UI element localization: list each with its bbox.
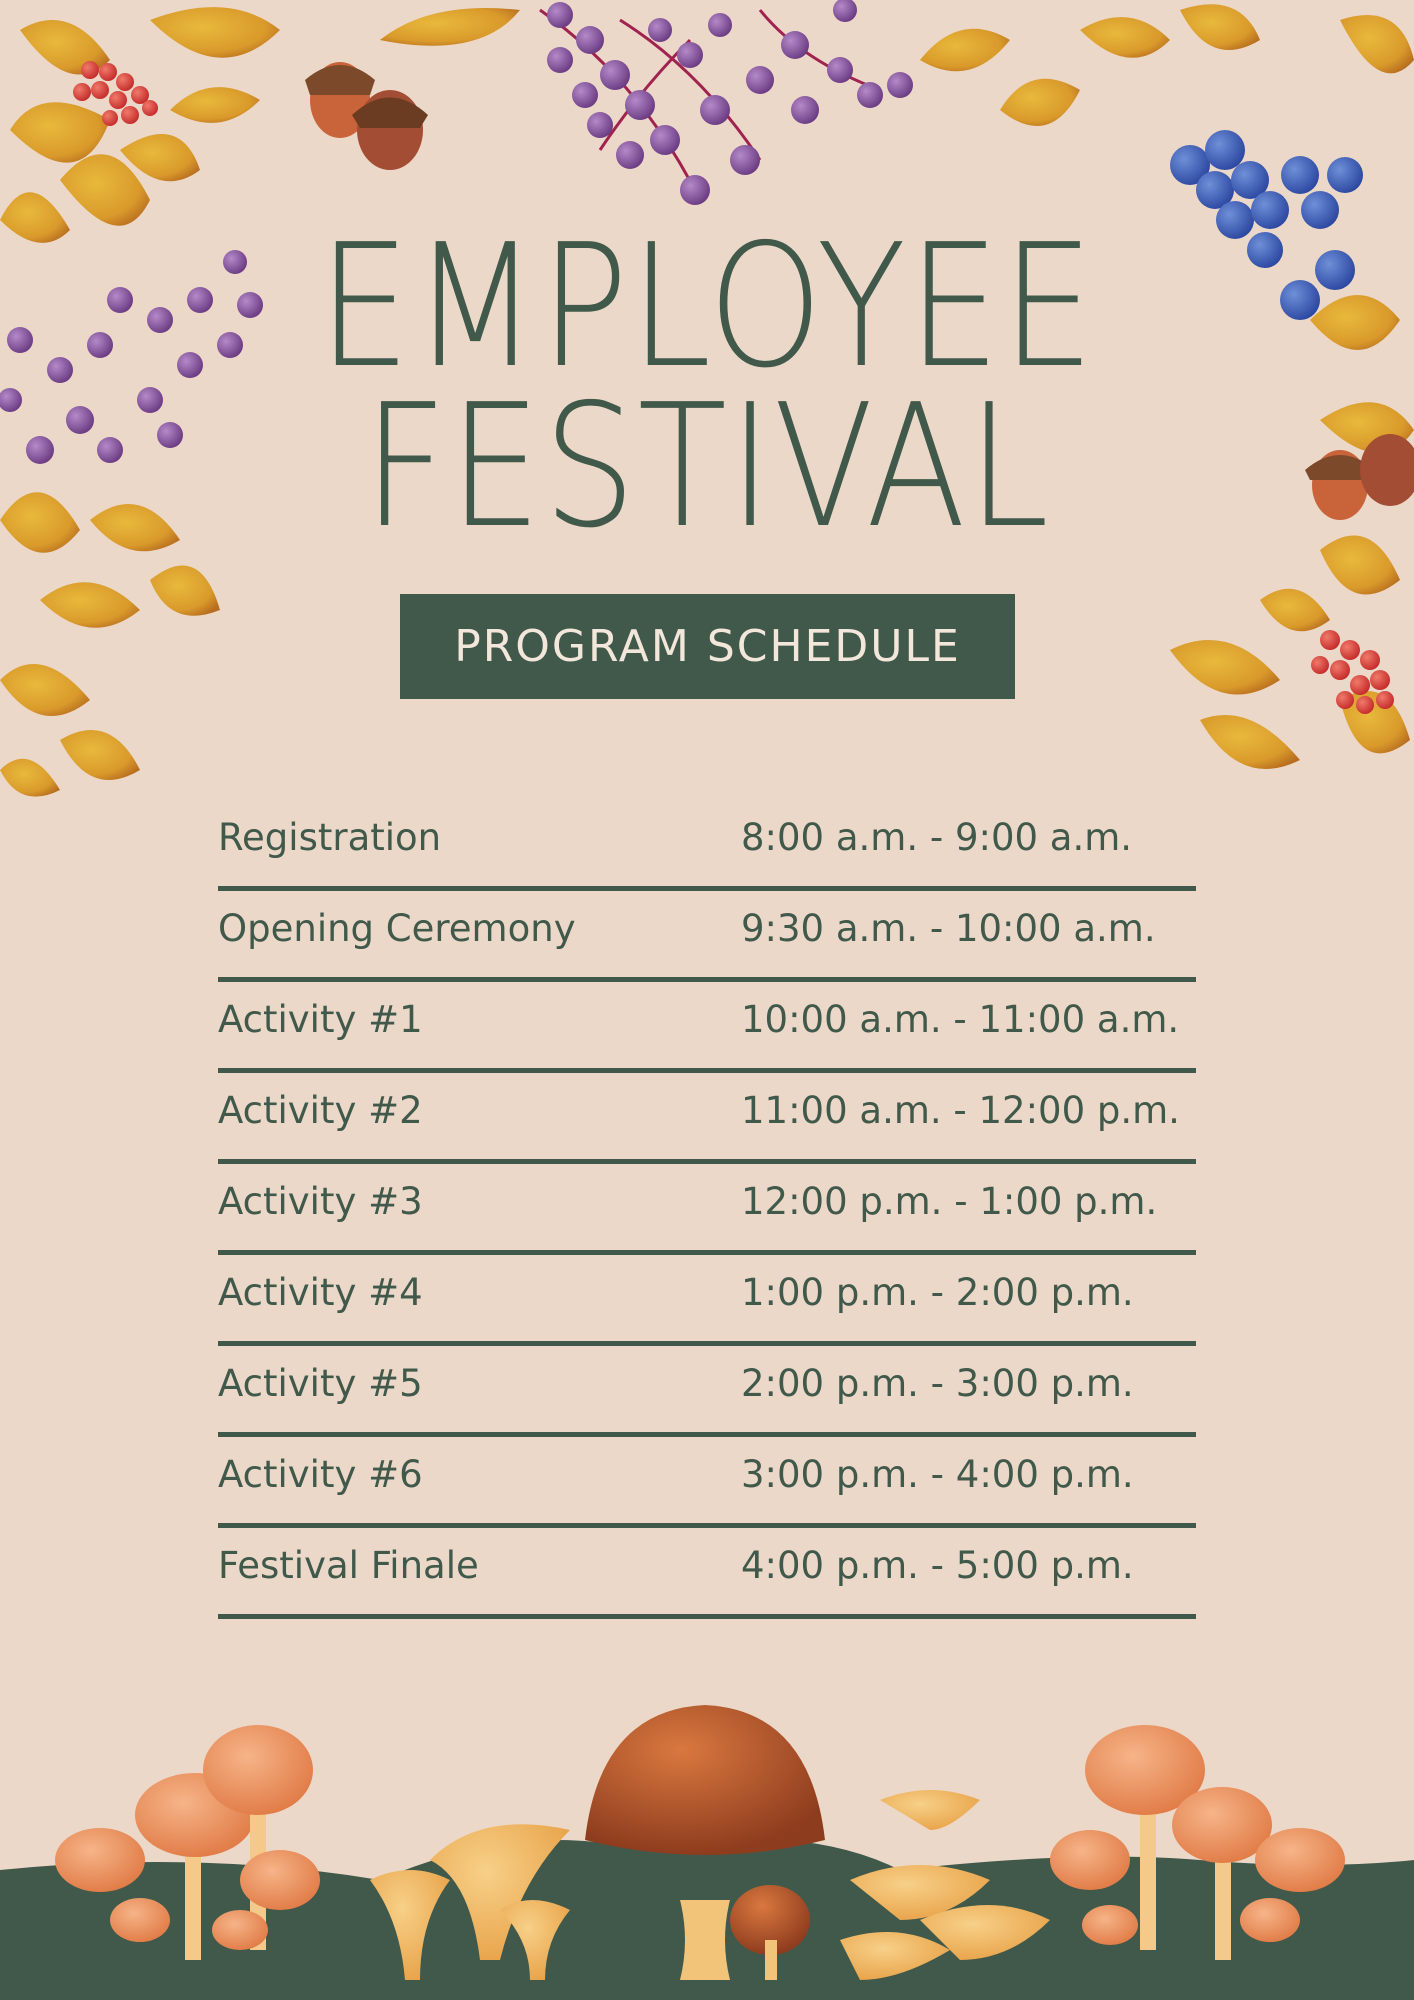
program-schedule-banner: PROGRAM SCHEDULE <box>400 594 1015 699</box>
schedule-row <box>218 982 1196 1073</box>
title-line-1: EMPLOYEE <box>318 208 1096 406</box>
event-time: 10:00 a.m. - 11:00 a.m. <box>741 998 1180 1041</box>
event-time: 11:00 a.m. - 12:00 p.m. <box>741 1089 1180 1132</box>
event-time: 3:00 p.m. - 4:00 p.m. <box>741 1453 1134 1496</box>
event-name: Activity #1 <box>218 998 423 1041</box>
schedule-row <box>218 1437 1196 1528</box>
event-name: Registration <box>218 816 442 859</box>
event-time: 2:00 p.m. - 3:00 p.m. <box>741 1362 1134 1405</box>
event-name: Activity #6 <box>218 1453 423 1496</box>
event-time: 1:00 p.m. - 2:00 p.m. <box>741 1271 1134 1314</box>
schedule-row <box>218 1073 1196 1164</box>
event-name: Festival Finale <box>218 1544 479 1587</box>
event-name: Activity #2 <box>218 1089 423 1132</box>
event-time: 8:00 a.m. - 9:00 a.m. <box>741 816 1133 859</box>
event-name: Activity #4 <box>218 1271 423 1314</box>
event-name: Activity #5 <box>218 1362 423 1405</box>
schedule-row <box>218 1528 1196 1619</box>
red-berries-right <box>1311 630 1394 714</box>
leaf-cluster-top-left <box>0 7 280 243</box>
title-line-2: FESTIVAL <box>363 368 1051 566</box>
event-name: Activity #3 <box>218 1180 423 1223</box>
event-time: 4:00 p.m. - 5:00 p.m. <box>741 1544 1134 1587</box>
schedule-table <box>218 800 1196 1619</box>
schedule-row <box>218 1164 1196 1255</box>
acorn-top-left <box>305 8 520 170</box>
event-time: 9:30 a.m. - 10:00 a.m. <box>741 907 1156 950</box>
event-name: Opening Ceremony <box>218 907 576 950</box>
schedule-row <box>218 800 1196 891</box>
schedule-row <box>218 1255 1196 1346</box>
schedule-row <box>218 891 1196 982</box>
purple-berries-top-center-fruit <box>547 0 913 205</box>
event-time: 12:00 p.m. - 1:00 p.m. <box>741 1180 1158 1223</box>
schedule-row <box>218 1346 1196 1437</box>
